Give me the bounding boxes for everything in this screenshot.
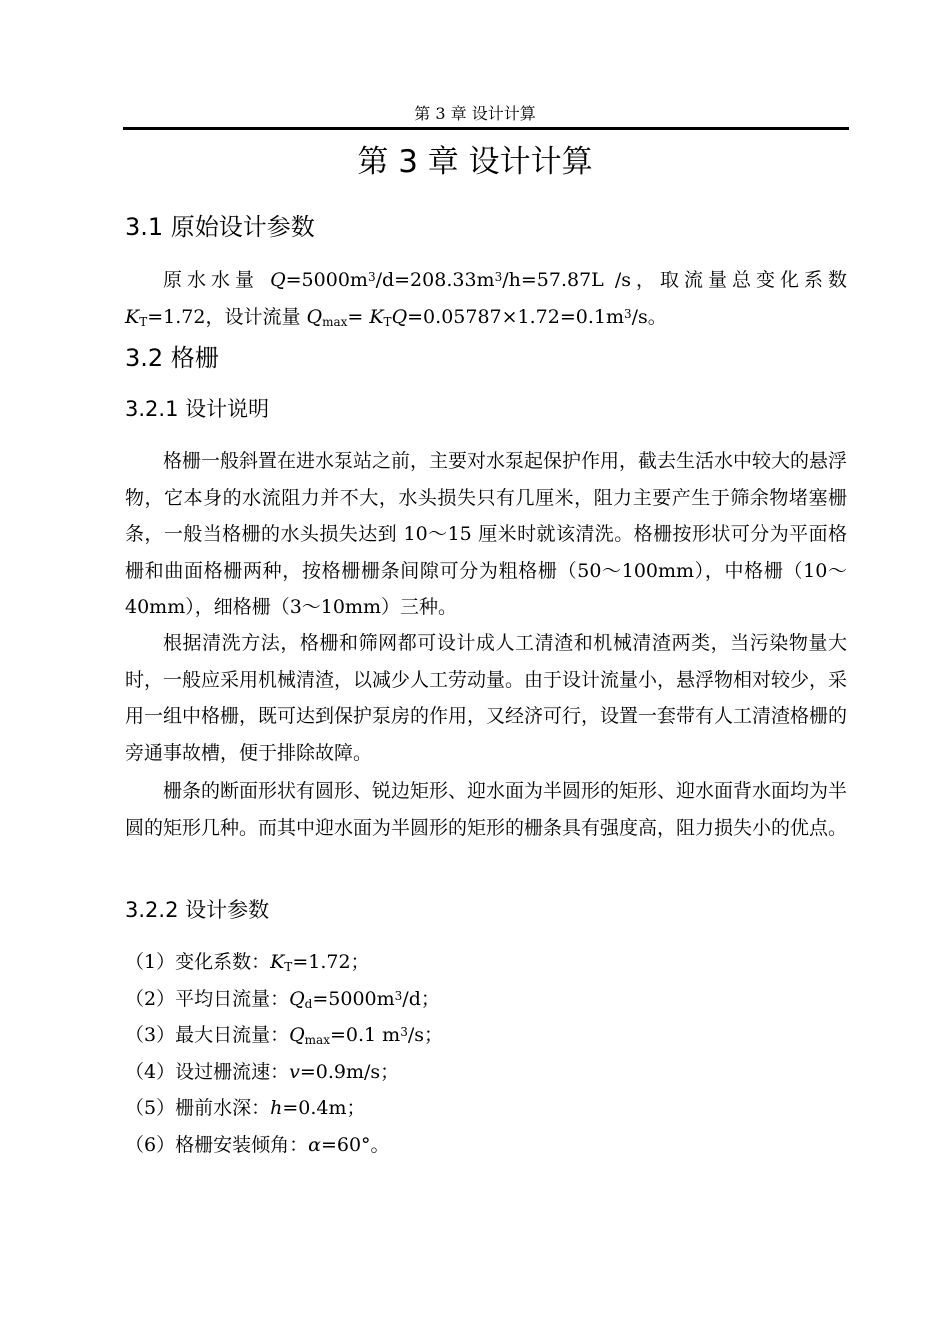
q-symbol: Q [306,305,323,328]
text: /h=57.87L /s，取流量总变化系数 [502,269,847,291]
header-rule [123,127,849,130]
text: （2）平均日流量： [125,987,290,1010]
q-symbol: Q [270,269,286,291]
section-3-2-1-heading: 3.2.1 设计说明 [125,397,270,421]
q-symbol: Q [289,1024,305,1046]
text: =1.72，设计流量 [147,305,307,328]
q-symbol: Q [391,305,408,328]
text: （3）最大日流量： [125,1024,290,1046]
superscript: 3 [494,270,503,284]
section-3-2-heading: 3.2 格栅 [125,344,219,372]
text: =5000m [312,987,395,1010]
list-item [125,1127,443,1164]
design-description-paragraph-3: 栅条的断面形状有圆形、锐边矩形、迎水面为半圆形的矩形、迎水面背水面均为半圆的矩形几种。而其中迎水面为半圆形的矩形的栅条具有强度高，阻力损失小的优点。 [125,780,848,839]
text: /d=208.33m [375,269,495,291]
superscript: 3 [394,988,403,1003]
design-description-paragraph-2: 根据清洗方法，格栅和筛网都可设计成人工清渣和机械清渣两类，当污染物量大时，一般应采用机械清渣，以减少人工劳动量。由于设计流量小，悬浮物相对较少，采用一组中格栅，既可达到保护泵房的作用，又经济可行，设置一套带有人工清渣格栅的旁通事故槽，便于排除故障。 [125,632,848,764]
text: =1.72； [292,951,370,973]
subscript: max [304,1033,330,1047]
text: （5）栅前水深： [125,1097,271,1119]
text: =0.4m； [282,1097,366,1119]
text: =0.1 m [329,1024,401,1046]
v-symbol: v [289,1060,300,1083]
h-symbol: h [270,1097,283,1119]
list-item [125,1017,443,1054]
alpha-symbol: α [308,1133,321,1156]
design-parameter-list [125,944,443,1163]
subscript: T [284,960,293,974]
text: /d； [402,987,440,1010]
text: =60°。 [320,1133,390,1156]
superscript: 3 [367,270,376,284]
section-3-1-heading: 3.1 原始设计参数 [125,213,315,241]
superscript: 3 [400,1025,408,1039]
text: =5000m [285,269,368,291]
text: （4）设过栅流速： [125,1060,290,1083]
q-symbol: Q [289,987,305,1010]
section-3-2-2-heading: 3.2.2 设计参数 [125,898,270,922]
text: 原水水量 [163,269,271,291]
superscript: 3 [624,306,632,321]
list-item [125,1054,443,1091]
text: = [347,305,370,328]
chapter-title: 第 3 章 设计计算 [357,144,593,180]
running-header: 第 3 章 设计计算 [414,104,536,123]
text: /s； [407,1024,443,1046]
subscript: T [383,314,392,329]
k-symbol: K [270,951,285,973]
text: （1）变化系数： [125,951,271,973]
list-item [125,944,443,981]
k-symbol: K [125,305,140,328]
subscript: d [304,996,313,1011]
section-3-1-paragraph [125,262,847,335]
list-item [125,1090,443,1127]
text: /s。 [631,305,667,328]
list-item [125,981,443,1018]
text: （6）格栅安装倾角： [125,1133,309,1156]
k-symbol: K [369,305,384,328]
subscript: max [322,314,348,329]
subscript: T [139,314,148,329]
design-description-paragraph-1: 格栅一般斜置在进水泵站之前，主要对水泵起保护作用，截去生活水中较大的悬浮物，它本身的水流阻力并不大，水头损失只有几厘米，阻力主要产生于筛余物堵塞栅条，一般当格栅的水头损失达到 10～15 厘米时就该清洗。格栅按形状可分为平面格栅和曲面格栅两种，按格栅栅条间隙可分为粗格栅（50～100mm），中格栅（10～40mm），细格栅（3～10mm）三种。 [125,450,848,618]
text: =0.05787×1.72=0.1m [407,305,625,328]
text: =0.9m/s； [299,1060,400,1083]
